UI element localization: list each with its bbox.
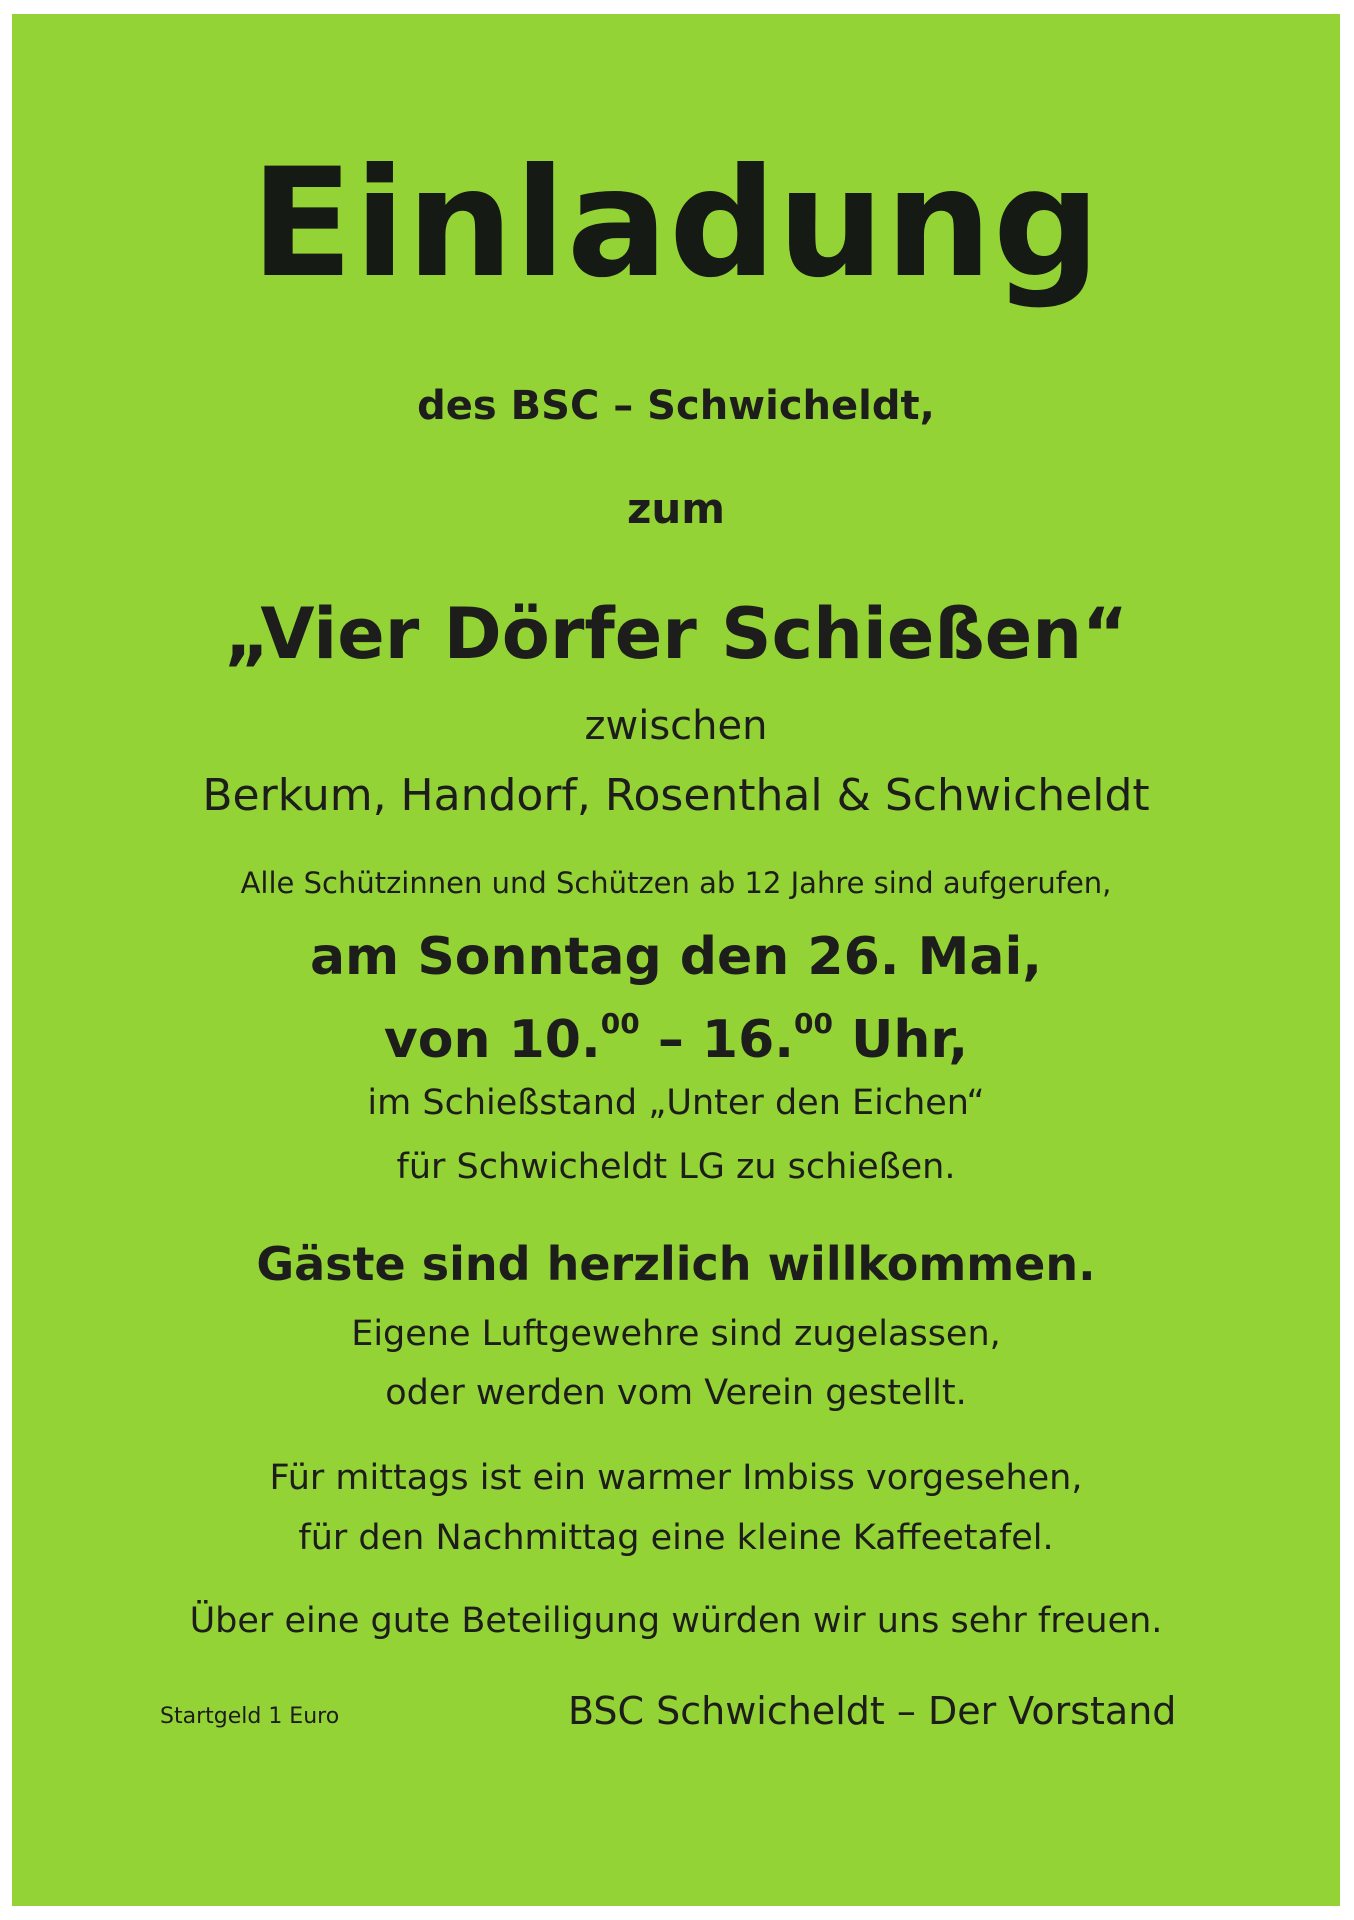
time-end-minutes: 00 [794,1007,834,1040]
poster-title: Einladung [250,137,1102,311]
purpose-line: für Schwicheldt LG zu schießen. [396,1147,956,1187]
villages-line: Berkum, Handorf, Rosenthal & Schwicheldt [202,770,1150,821]
event-name: „Vier Dörfer Schießen“ [223,593,1129,675]
closing-line: Über eine gute Beteiligung würden wir uns sehr freuen. [189,1601,1163,1641]
event-time [12,1007,1340,1070]
call-to-action: Alle Schützinnen und Schützen ab 12 Jahre sind aufgerufen, [240,866,1112,900]
entry-fee: Startgeld 1 Euro [160,1704,340,1729]
host-line: des BSC – Schwicheldt, [417,383,935,429]
food-line-1: Für mittags ist ein warmer Imbiss vorgesehen, [269,1458,1083,1498]
between-line: zwischen [584,703,768,749]
to-line: zum [626,484,726,533]
rifles-line-2: oder werden vom Verein gestellt. [385,1373,967,1413]
event-date: am Sonntag den 26. Mai, [309,927,1043,987]
rifles-line-1: Eigene Luftgewehre sind zugelassen, [351,1314,1001,1354]
time-prefix: von 10. [383,1010,601,1070]
guests-welcome: Gäste sind herzlich willkommen. [256,1237,1096,1291]
invitation-poster [12,14,1340,1906]
venue-line: im Schießstand „Unter den Eichen“ [367,1083,985,1123]
food-line-2: für den Nachmittag eine kleine Kaffeetafel. [298,1518,1054,1558]
time-start-minutes: 00 [600,1007,640,1040]
signature: BSC Schwicheldt – Der Vorstand [568,1689,1177,1733]
time-middle: – 16. [639,1010,795,1070]
time-suffix: Uhr, [833,1010,969,1070]
